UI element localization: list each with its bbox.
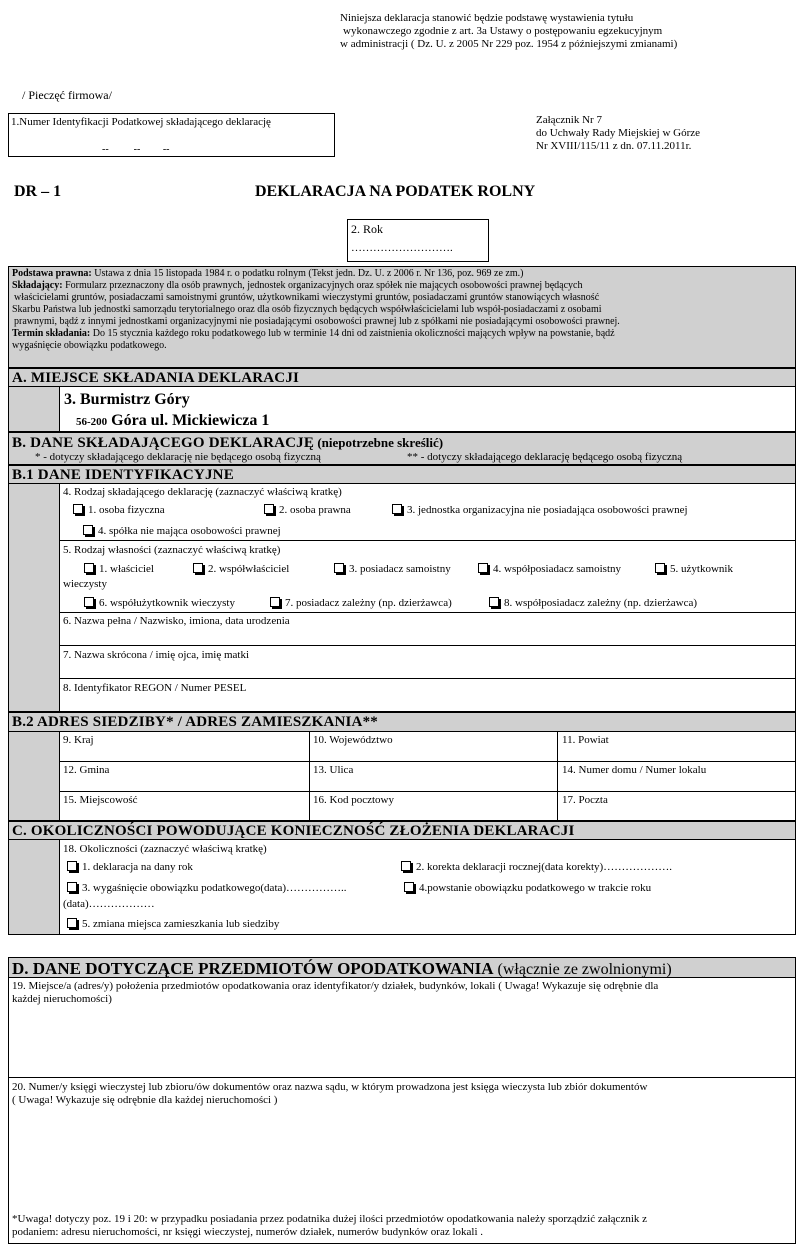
legal-note (340, 12, 760, 51)
footnote-line: *Uwaga! dotyczy poz. 19 i 20: w przypadku posiadania przez podatnika dużej ilości przedmiotów opodatkowania należy sporządzić załącznik z (12, 1213, 648, 1225)
checkbox-icon[interactable] (83, 525, 93, 535)
field19-line: 19. Miejsce/a (adres/y) położenia przedmiotów opodatkowania oraz identyfikator/y działek, budynków, lokali ( Uwaga! Wykazuje się odrębnie dla (12, 980, 659, 992)
checkbox-icon[interactable] (270, 597, 280, 607)
section-b-note-right: ** - dotyczy składającego deklarację będącego osobą fizyczną (407, 451, 683, 463)
deadline-label: Termin składania: (12, 328, 91, 339)
field18-option-4[interactable] (404, 882, 651, 895)
footnote-line: podaniem: adresu nieruchomości, nr księgi wieczystej, numerów działek, numerów budynków oraz lokali . (12, 1226, 484, 1238)
field18-label: 18. Okoliczności (zaznaczyć właściwą kratkę) (63, 843, 267, 855)
field9-label: 9. Kraj (63, 734, 94, 746)
field5-option-7[interactable] (270, 597, 452, 610)
section-b2-gutter (8, 731, 60, 821)
field19-label[interactable] (12, 980, 792, 1006)
section-d-title-note: (włącznie ze zwolnionymi) (493, 961, 672, 978)
section-a-header (8, 368, 796, 387)
field5-option-4[interactable] (478, 563, 621, 576)
field18-option-3-cont: (data)……………… (63, 898, 155, 910)
field5-option-label: 4. współposiadacz samoistny (493, 563, 622, 575)
field10-label: 10. Województwo (313, 734, 393, 746)
section-b-note-left: * - dotyczy składającego deklarację nie będącego osobą fizyczną (35, 451, 321, 463)
section-d-body (8, 977, 796, 1244)
field7-label: 7. Nazwa skrócona / imię ojca, imię matki (63, 649, 250, 661)
basis-text: Ustawa z dnia 15 listopada 1984 r. o podatku rolnym (Tekst jedn. Dz. U. z 2006 r. Nr 136, poz. 969 ze zm.) (91, 268, 524, 279)
field4-option-label: 2. osoba prawna (279, 504, 351, 516)
field5-option-label: 5. użytkownik (670, 563, 733, 575)
field15-label: 15. Miejscowość (63, 794, 138, 806)
field20-line: ( Uwaga! Wykazuje się odrębnie dla każdej nieruchomości ) (12, 1094, 278, 1106)
field5-option-label: 3. posiadacz samoistny (349, 563, 451, 575)
field4-label: 4. Rodzaj składającego deklarację (zaznaczyć właściwą kratkę) (63, 486, 342, 498)
field5-option-2[interactable] (193, 563, 289, 576)
annex-line: Załącznik Nr 7 (536, 114, 602, 126)
nip-label: 1.Numer Identyfikacji Podatkowej składającego deklarację (11, 116, 271, 128)
field11-label: 11. Powiat (562, 734, 609, 746)
field5-option-label: 2. współwłaściciel (208, 563, 290, 575)
checkbox-icon[interactable] (84, 597, 94, 607)
checkbox-icon[interactable] (193, 563, 203, 573)
field5-option-label: 1. właściciel (99, 563, 154, 575)
basis-line (12, 268, 797, 280)
checkbox-icon[interactable] (67, 882, 77, 892)
legal-note-line: w administracji ( Dz. U. z 2005 Nr 229 poz. 1954 z późniejszymi zmianami) (340, 38, 678, 50)
field20-label[interactable] (12, 1081, 792, 1107)
field14-label: 14. Numer domu / Numer lokalu (562, 764, 707, 776)
annex-info (536, 114, 700, 153)
checkbox-icon[interactable] (67, 918, 77, 928)
field19-line: każdej nieruchomości) (12, 993, 112, 1005)
annex-line: Nr XVIII/115/11 z dn. 07.11.2011r. (536, 140, 692, 152)
form-title: DEKLARACJA NA PODATEK ROLNY (255, 183, 536, 200)
section-b1-header (8, 465, 796, 484)
annex-line: do Uchwały Rady Miejskiej w Górze (536, 127, 701, 139)
submitter-text: Formularz przeznaczony dla osób prawnych, jednostek organizacyjnych oraz spółek nie mających osobowości prawnej będących (62, 280, 583, 291)
form-code: DR – 1 (14, 183, 62, 200)
field5-option-5-cont: wieczysty (63, 578, 107, 590)
field4-option-1[interactable] (73, 504, 165, 517)
section-c-gutter (8, 839, 60, 935)
field4-option-label: 4. spółka nie mająca osobowości prawnej (98, 525, 281, 537)
field20-line: 20. Numer/y księgi wieczystej lub zbioru/ów dokumentów oraz nazwa sądu, w którym prowadzona jest księga wieczysta lub zbiór dokumentów (12, 1081, 648, 1093)
year-label: 2. Rok (351, 222, 384, 236)
section-b1-title: B.1 DANE IDENTYFIKACYJNE (12, 467, 234, 483)
section-a-gutter (8, 386, 60, 432)
field18-option-3[interactable] (67, 882, 347, 895)
divider (59, 645, 796, 646)
checkbox-icon[interactable] (67, 861, 77, 871)
submitter-line: prawnymi, bądź z innymi jednostkami organizacyjnymi nie posiadającymi osobowości prawnej lub z spółkami nie posiadającymi osobowości prawnej. (14, 316, 620, 327)
divider (8, 1077, 796, 1078)
field18-option-2[interactable] (401, 861, 672, 874)
checkbox-icon[interactable] (73, 504, 83, 514)
basis-label: Podstawa prawna: (12, 268, 92, 279)
checkbox-icon[interactable] (392, 504, 402, 514)
divider (59, 791, 796, 792)
field4-option-label: 3. jednostka organizacyjna nie posiadająca osobowości prawnej (407, 504, 688, 516)
divider (59, 678, 796, 679)
field8-label: 8. Identyfikator REGON / Numer PESEL (63, 682, 247, 694)
field4-option-label: 1. osoba fizyczna (88, 504, 165, 516)
legal-basis (12, 268, 797, 352)
section-d-header (8, 957, 796, 978)
field5-option-6[interactable] (84, 597, 235, 610)
field5-option-8[interactable] (489, 597, 697, 610)
submitter-line: Skarbu Państwa lub jednostki samorządu terytorialnego oraz dla osób fizycznych będących współwłaścicielami lub współ-posiadaczami z osobami (12, 304, 602, 315)
field13-label: 13. Ulica (313, 764, 354, 776)
field4-option-3[interactable] (392, 504, 688, 517)
office-address (76, 412, 269, 430)
section-b-header (8, 432, 796, 465)
stamp-label: / Pieczęć firmowa/ (22, 88, 112, 102)
divider (59, 761, 796, 762)
section-b-title: B. DANE SKŁADAJĄCEGO DEKLARACJĘ (12, 435, 315, 451)
checkbox-icon[interactable] (84, 563, 94, 573)
checkbox-icon[interactable] (655, 563, 665, 573)
field18-option-label: 4.powstanie obowiązku podatkowego w trakcie roku (419, 882, 652, 894)
section-b2-header (8, 712, 796, 732)
field12-label: 12. Gmina (63, 764, 110, 776)
footnote (12, 1213, 792, 1239)
year-field[interactable] (347, 219, 489, 262)
field16-label: 16. Kod pocztowy (313, 794, 394, 806)
section-b-title-row (12, 434, 443, 452)
field5-option-label: 6. współużytkownik wieczysty (99, 597, 235, 609)
nip-placeholder: -- -- -- (102, 144, 170, 155)
submitter-label: Składający: (12, 280, 63, 291)
field5-option-3[interactable] (334, 563, 451, 576)
office-name: 3. Burmistrz Góry (64, 391, 190, 408)
section-c-header (8, 821, 796, 840)
field18-option-5[interactable] (67, 918, 279, 931)
field18-option-label: 1. deklaracja na dany rok (82, 861, 193, 873)
field18-option-1[interactable] (67, 861, 193, 874)
submitter-line: właścicielami gruntów, posiadaczami samoistnymi gruntów, użytkownikami wieczystymi gruntów, posiadaczami gruntów stanowiących własność (14, 292, 600, 303)
nip-field[interactable] (8, 113, 335, 157)
checkbox-icon[interactable] (264, 504, 274, 514)
checkbox-icon[interactable] (401, 861, 411, 871)
divider (59, 540, 796, 541)
field5-option-label: 8. współposiadacz zależny (np. dzierżawca) (504, 597, 698, 609)
section-d-title: D. DANE DOTYCZĄCE PRZEDMIOTÓW OPODATKOWANIA (12, 959, 494, 978)
section-d-title-row (12, 959, 672, 979)
field5-option-label: 7. posiadacz zależny (np. dzierżawca) (285, 597, 452, 609)
divider (309, 731, 310, 821)
field5-option-1[interactable] (84, 563, 154, 576)
field18-option-label: 5. zmiana miejsca zamieszkania lub siedziby (82, 918, 280, 930)
submitter-line (12, 280, 797, 292)
field6-label: 6. Nazwa pełna / Nazwisko, imiona, data urodzenia (63, 615, 290, 627)
section-b-title-note: (niepotrzebne skreślić) (314, 435, 444, 450)
deadline-line (12, 328, 797, 340)
legal-note-line: Niniejsza deklaracja stanowić będzie podstawę wystawienia tytułu (340, 12, 634, 24)
deadline-text: Do 15 stycznia każdego roku podatkowego lub w terminie 14 dni od zaistnienia okoliczności mających wpływ na powstanie, bądź (90, 328, 615, 339)
checkbox-icon[interactable] (478, 563, 488, 573)
legal-note-line: wykonawczego zgodnie z art. 3a Ustawy o postępowaniu egzekucyjnym (343, 25, 663, 37)
checkbox-icon[interactable] (334, 563, 344, 573)
section-a-title: A. MIEJSCE SKŁADANIA DEKLARACJI (12, 370, 300, 386)
field17-label: 17. Poczta (562, 794, 608, 806)
divider (59, 612, 796, 613)
checkbox-icon[interactable] (489, 597, 499, 607)
section-a-body (59, 386, 796, 432)
field4-option-4[interactable] (83, 525, 281, 538)
section-c-title: C. OKOLICZNOŚCI POWODUJĄCE KONIECZNOŚĆ ZŁOŻENIA DEKLARACJI (12, 823, 575, 839)
year-placeholder: ………………………. (351, 242, 453, 254)
field4-option-2[interactable] (264, 504, 351, 517)
section-b1-gutter (8, 483, 60, 712)
deadline-line: wygaśnięcie obowiązku podatkowego. (12, 340, 167, 351)
checkbox-icon[interactable] (404, 882, 414, 892)
field18-option-label: 3. wygaśnięcie obowiązku podatkowego(data)…………….. (82, 882, 347, 894)
divider (557, 731, 558, 821)
field5-option-5[interactable] (655, 563, 733, 576)
street-address: Góra ul. Mickiewicza 1 (107, 412, 270, 429)
field18-option-label: 2. korekta deklaracji rocznej(data korekty)………………. (416, 861, 672, 873)
postal-code: 56-200 (76, 416, 108, 428)
field5-label: 5. Rodzaj własności (zaznaczyć właściwą kratkę) (63, 544, 281, 556)
section-b2-title: B.2 ADRES SIEDZIBY* / ADRES ZAMIESZKANIA** (12, 714, 378, 730)
